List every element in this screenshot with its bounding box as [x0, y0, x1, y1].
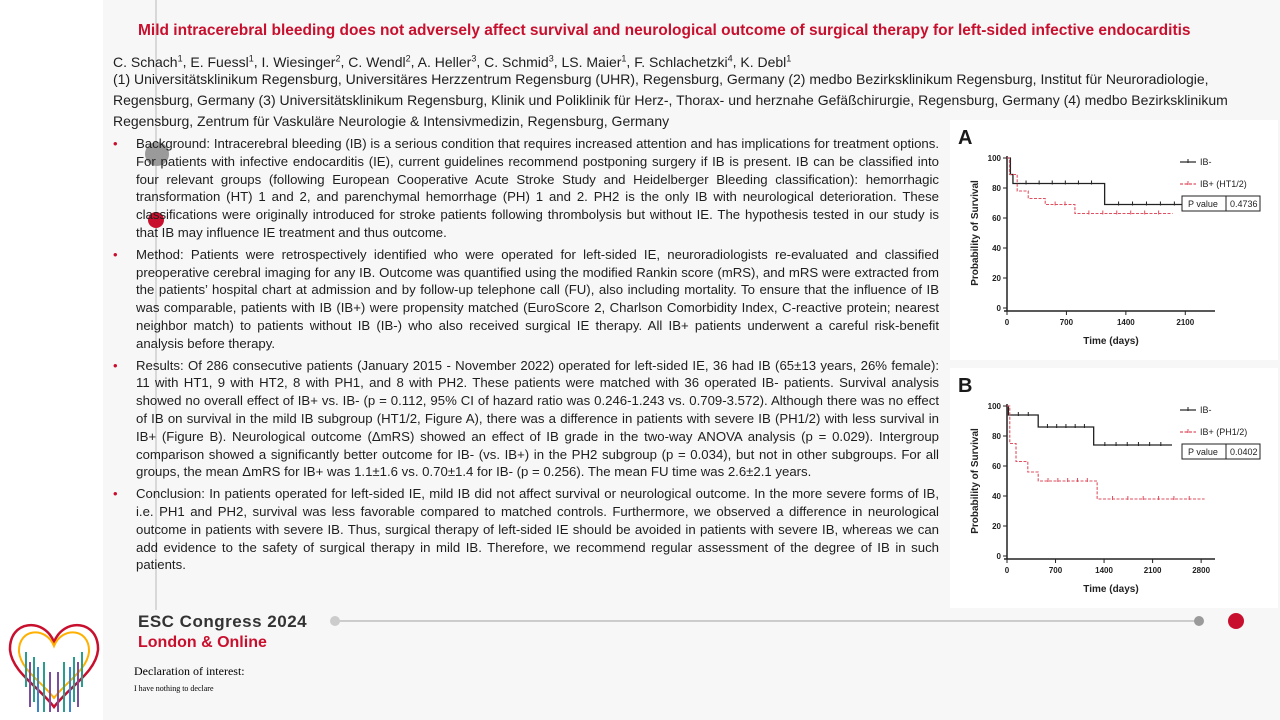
- author-affiliation-index: 3: [548, 53, 554, 63]
- author-affiliation-index: 1: [248, 53, 254, 63]
- x-tick-label: 2800: [1192, 566, 1211, 575]
- author-name: C. Wendl$^2$: [348, 53, 411, 70]
- survival-curve: [1007, 406, 1205, 499]
- x-tick-label: 1400: [1116, 318, 1135, 327]
- x-tick-label: 0: [1004, 318, 1010, 327]
- footer-divider: [334, 620, 1199, 622]
- x-tick-label: 2100: [1143, 566, 1162, 575]
- survival-curve: [1007, 406, 1172, 445]
- bullet-background: • Background: Intracerebral bleeding (IB) is a serious condition that requires increased attention and has implications for treatment options. For patients with infective endocarditis (IE), current guidelines recommend postponing surgery if IB is present. IB can be classified into four relevant groups (following European Cooperative Acute Stroke Study and Heidelberger Bleeding classification): hemorrhagic transformation (HT) 1 and 2, and parenchymal hemorrhage (PH) 1 and 2. PH2 is the only IB with neurological deterioration. These classifications were originally introduced for stroke patients following thrombolysis but without IE. The hypothesis tested in our study is that IB may influence IE treatment and thus outcome.: [113, 135, 939, 242]
- heart-circuit-logo: [4, 612, 104, 717]
- y-tick-label: 20: [992, 522, 1001, 531]
- author-affiliation-index: 1: [621, 53, 627, 63]
- y-tick-label: 20: [992, 274, 1001, 283]
- author-affiliation-index: 2: [335, 53, 341, 63]
- pvalue-label: P value: [1188, 447, 1218, 457]
- affiliations: (1) Universitätsklinikum Regensburg, Universitäres Herzzentrum Regensburg (UHR), Regensburg, Germany (2) medbo Bezirksklinikum Regensburg, Institut für Neuroradiologie, Regensburg, Germany (3) Universitätsklinikum Regensburg, Klinik und Poliklinik für Herz-, Thorax- und herznahe Gefäßchirurgie, Regensburg, Germany (4) medbo Bezirksklinikum Regensburg, Zentrum für Vaskuläre Neurologie & Intensivmedizin, Regensburg, Germany: [113, 71, 1228, 129]
- declaration-heading: Declaration of interest:: [134, 664, 245, 678]
- author-list: C. Schach$^1$, E. Fuessl$^1$, I. Wiesinger$^2$, C. Wendl$^2$, A. Heller$^3$, C. Schmid$^3$, LS. Maier$^1$, F. Schlachetzki$^4$, K. Debl$^1$: [113, 53, 792, 70]
- author-affiliation-index: 1: [786, 53, 792, 63]
- legend-label: IB+ (HT1/2): [1200, 179, 1247, 189]
- author-name: LS. Maier$^1$: [561, 53, 627, 70]
- legend-label: IB-: [1200, 157, 1212, 167]
- y-tick-label: 40: [992, 244, 1001, 253]
- legend-label: IB-: [1200, 405, 1212, 415]
- author-affiliation-index: 2: [405, 53, 411, 63]
- pvalue-value: 0.0402: [1230, 447, 1258, 457]
- pvalue-label: P value: [1188, 199, 1218, 209]
- author-name: C. Schmid$^3$: [484, 53, 554, 70]
- y-tick-label: 60: [992, 462, 1001, 471]
- x-axis-label: Time (days): [1083, 584, 1139, 595]
- pvalue-value: 0.4736: [1230, 199, 1258, 209]
- x-tick-label: 700: [1059, 318, 1074, 327]
- footer-dot-red: [1228, 613, 1244, 629]
- bullet-method: • Method: Patients were retrospectively identified who were operated for left-sided IE, neuroradiologists re-evaluated and classified preoperative cerebral imaging for any IB. Outcome was quantified using the modified Rankin score (mRS), and mRS were extracted from the patients’ hospital chart at admission and by follow-up telephone call (FU), also including mortality. To ensure that the influence of IB was comparable, patients with IB (IB+) were propensity matched (EuroScore 2, Charlson Comorbidity Index, C-reactive protein; nearest neighbor match) to patients without IB (IB-) who also received surgical IE therapy. All IB+ patients underwent a careful risk-benefit analysis before therapy.: [113, 246, 939, 353]
- x-tick-label: 0: [1004, 566, 1010, 575]
- congress-name: ESC Congress 2024: [138, 612, 308, 631]
- y-axis-label: Probability of Survival: [970, 180, 981, 286]
- y-tick-label: 40: [992, 492, 1001, 501]
- congress-logo: [138, 612, 307, 652]
- y-tick-label: 0: [996, 552, 1001, 561]
- declaration: [134, 664, 245, 693]
- panel-letter: A: [958, 127, 973, 149]
- y-tick-label: 0: [996, 304, 1001, 313]
- author-name: A. Heller$^3$: [417, 53, 477, 70]
- author-affiliation-index: 1: [177, 53, 183, 63]
- survival-curve: [1007, 158, 1173, 214]
- author-name: I. Wiesinger$^2$: [261, 53, 341, 70]
- y-tick-label: 60: [992, 214, 1001, 223]
- x-tick-label: 700: [1048, 566, 1063, 575]
- author-name: E. Fuessl$^1$: [190, 53, 254, 70]
- y-tick-label: 80: [992, 432, 1001, 441]
- x-tick-label: 2100: [1176, 318, 1195, 327]
- y-tick-label: 100: [987, 154, 1001, 163]
- bullet-conclusion: • Conclusion: In patients operated for left-sided IE, mild IB did not affect survival or neurological outcome. In the more severe forms of IB, i.e. PH1 and PH2, survival was less favorable compared to matched controls. Furthermore, we observed a difference in neurological outcome in patients with severe IB. Thus, surgical therapy of left-sided IE should be avoided in patients with severe IB, whereas we can add evidence to the safety of surgical therapy in mild IB. Therefore, we recommend regular assessment of the degree of IB in such patients.: [113, 485, 939, 574]
- panel-letter: B: [958, 375, 973, 397]
- declaration-body: I have nothing to declare: [134, 684, 214, 693]
- bullet-results: • Results: Of 286 consecutive patients (January 2015 - November 2022) operated for left-sided IE, 36 had IB (65±13 years, 26% female): 11 with HT1, 9 with HT2, 8 with PH1, and 8 with PH2. These patients were matched with 36 operated IB- patients. Survival analysis showed no overall effect of IB+ vs. IB- (p = 0.112, 95% CI of hazard ratio was 0.246-1.243 vs. 0.709-3.572). Although there was no effect of IB on survival in the mild IB subgroup (HT1/2, Figure A), there was a difference in patients with severe IB (PH1/2) with less survival in IB+ (Figure B). Neurological outcome (ΔmRS) showed an effect of IB grade in the two-way ANOVA analysis (p = 0.029). Intergroup comparison showed a significantly better outcome for IB- (vs. IB+) in the PH2 subgroup (p = 0.034), but not in other subgroups. For all groups, the mean ΔmRS for IB+ was 1.1±1.6 vs. 0.70±1.4 for IB- (p = 0.256). The mean FU time was 2.6±2.1 years.: [113, 357, 939, 482]
- abstract-bullets: [113, 135, 939, 578]
- figure-a: [950, 120, 1278, 360]
- author-name: K. Debl$^1$: [740, 53, 792, 70]
- y-tick-label: 100: [987, 402, 1001, 411]
- legend-label: IB+ (PH1/2): [1200, 427, 1248, 437]
- author-name: F. Schlachetzki$^4$: [634, 53, 733, 70]
- footer-dot-grey: [1194, 616, 1204, 626]
- km-chart-a: [950, 120, 1278, 360]
- congress-location: London & Online: [138, 634, 267, 651]
- figure-b: [950, 368, 1278, 608]
- y-tick-label: 80: [992, 184, 1001, 193]
- author-affiliation-index: 3: [471, 53, 477, 63]
- x-tick-label: 1400: [1095, 566, 1113, 575]
- author-name: C. Schach$^1$: [113, 53, 183, 70]
- y-axis-label: Probability of Survival: [970, 428, 981, 534]
- x-axis-label: Time (days): [1083, 336, 1139, 347]
- poster-title: Mild intracerebral bleeding does not adversely affect survival and neurological outcome of surgical therapy for left-sided infective endocarditis: [138, 22, 1191, 39]
- survival-curve: [1007, 158, 1202, 205]
- footer-dot-start: [330, 616, 340, 626]
- author-affiliation-index: 4: [727, 53, 733, 63]
- km-chart-b: [950, 368, 1278, 608]
